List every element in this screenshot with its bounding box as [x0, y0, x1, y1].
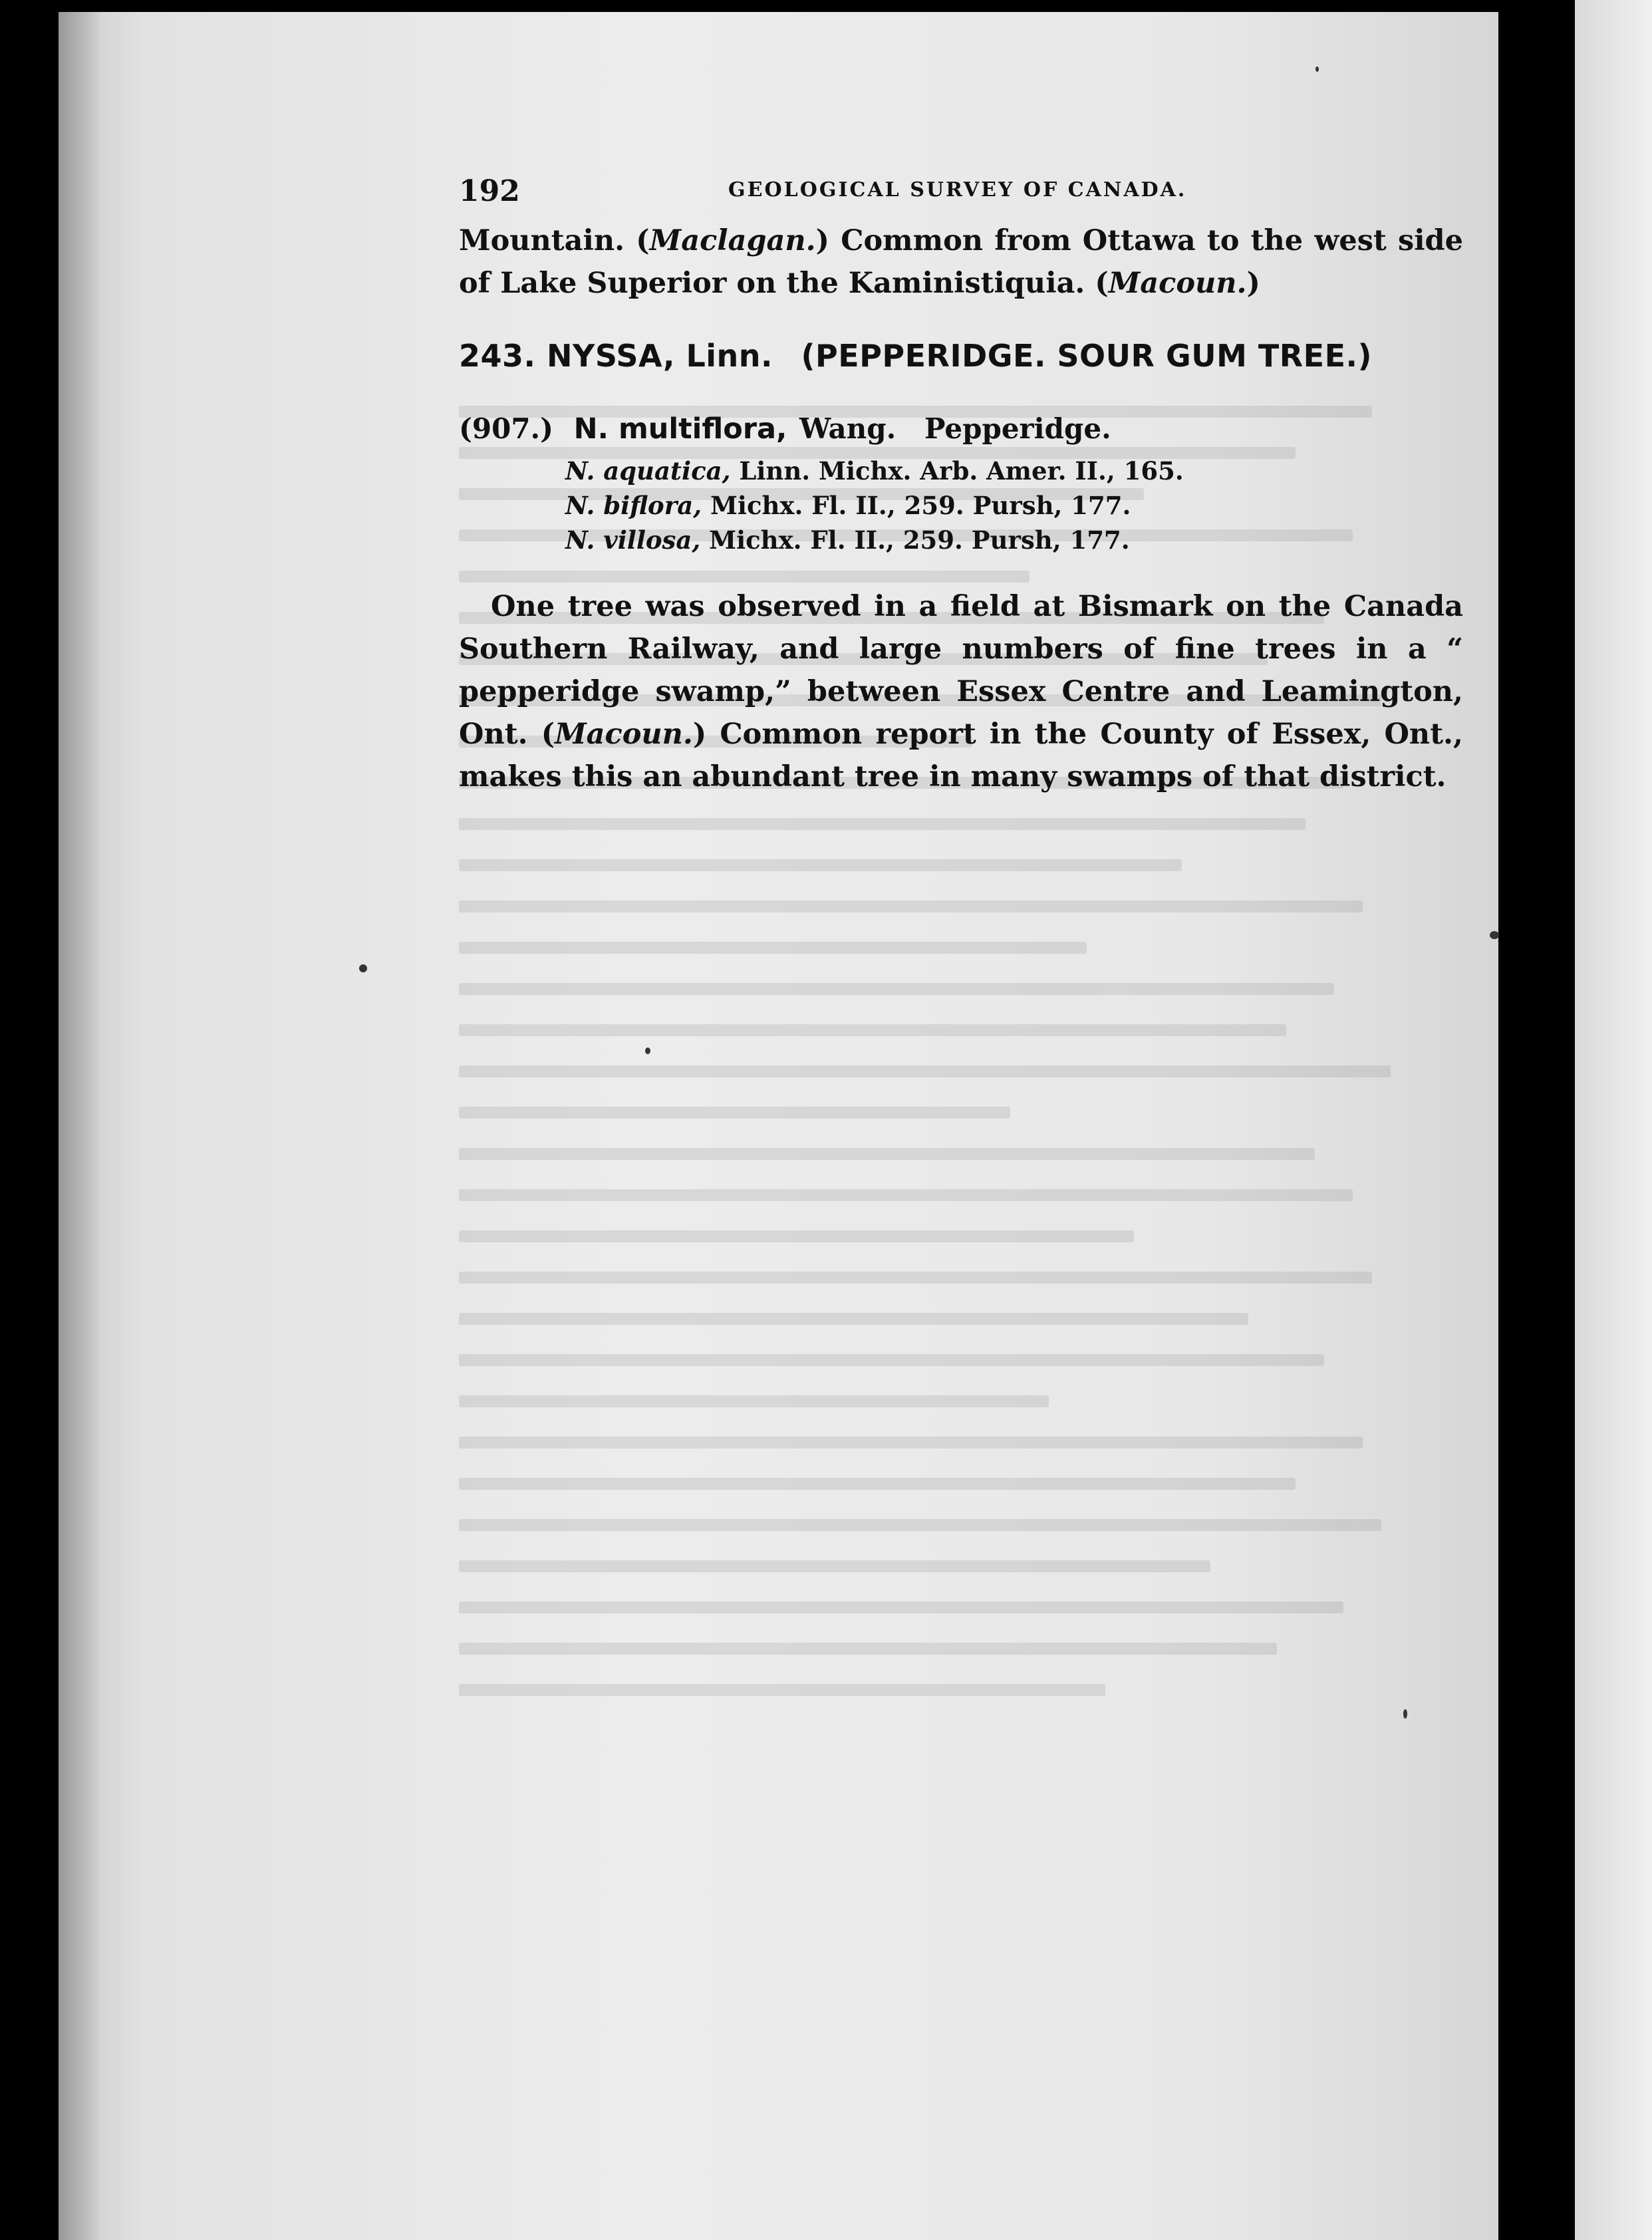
synonym-line	[565, 523, 1463, 557]
continued-text: Lake Superior on the Kaministiquia. (	[500, 267, 1109, 300]
synonym-name: N. villosa,	[565, 525, 701, 555]
ink-speck	[1490, 931, 1499, 939]
page-gap	[1498, 0, 1575, 2240]
synonym-name: N. aquatica,	[565, 456, 731, 486]
authority-citation: Maclagan.	[649, 224, 816, 257]
genus-common-name: (PEPPERIDGE. SOUR GUM TREE.)	[801, 338, 1372, 374]
synonym-reference: Linn. Michx. Arb. Amer. II., 165.	[739, 456, 1184, 486]
authority-citation: Macoun.	[1108, 267, 1247, 300]
ink-speck	[359, 964, 367, 972]
species-number: (907.)	[459, 412, 554, 445]
synonym-reference: Michx. Fl. II., 259. Pursh, 177.	[710, 491, 1131, 520]
description-text: One tree was observed in a field at Bismark on the Canada Southern Railway, and large numbers of fine trees in a “ pepperidge swamp,” between Essex Centre and Leamington, Ont. (	[459, 590, 1463, 751]
synonym-list	[565, 454, 1463, 557]
continued-text: )	[1246, 267, 1260, 300]
synonym-line	[565, 454, 1463, 488]
continued-text: Mountain. (	[459, 224, 650, 257]
running-title: GEOLOGICAL SURVEY OF CANADA.	[728, 178, 1187, 202]
synonym-line	[565, 488, 1463, 523]
genus-name: 243. NYSSA, Linn.	[459, 338, 773, 374]
species-name: N. multiflora,	[573, 412, 787, 446]
authority-citation: Macoun.	[555, 718, 693, 751]
ink-speck	[645, 1048, 650, 1054]
continued-paragraph	[459, 219, 1463, 305]
species-author: Wang.	[799, 412, 896, 445]
ink-speck	[1403, 1709, 1407, 1719]
page-number: 192	[459, 174, 520, 208]
synonym-reference: Michx. Fl. II., 259. Pursh, 177.	[709, 525, 1130, 555]
page-text	[459, 166, 1463, 798]
species-common-name: Pepperidge.	[924, 412, 1111, 445]
synonym-name: N. biflora,	[565, 491, 702, 520]
description-text: ) Common report in the County of Essex, Ont., makes this an abundant tree in many swamps of that district.	[459, 718, 1463, 793]
ink-speck	[1315, 67, 1319, 72]
species-description	[459, 585, 1463, 798]
genus-heading	[459, 338, 1463, 374]
continued-text: ) Common from Ottawa to the west side of	[459, 224, 1463, 300]
adjacent-page-edge	[1575, 0, 1652, 2240]
running-header	[459, 166, 1463, 219]
species-entry	[459, 412, 1463, 446]
page-binding-shadow	[59, 12, 100, 2240]
